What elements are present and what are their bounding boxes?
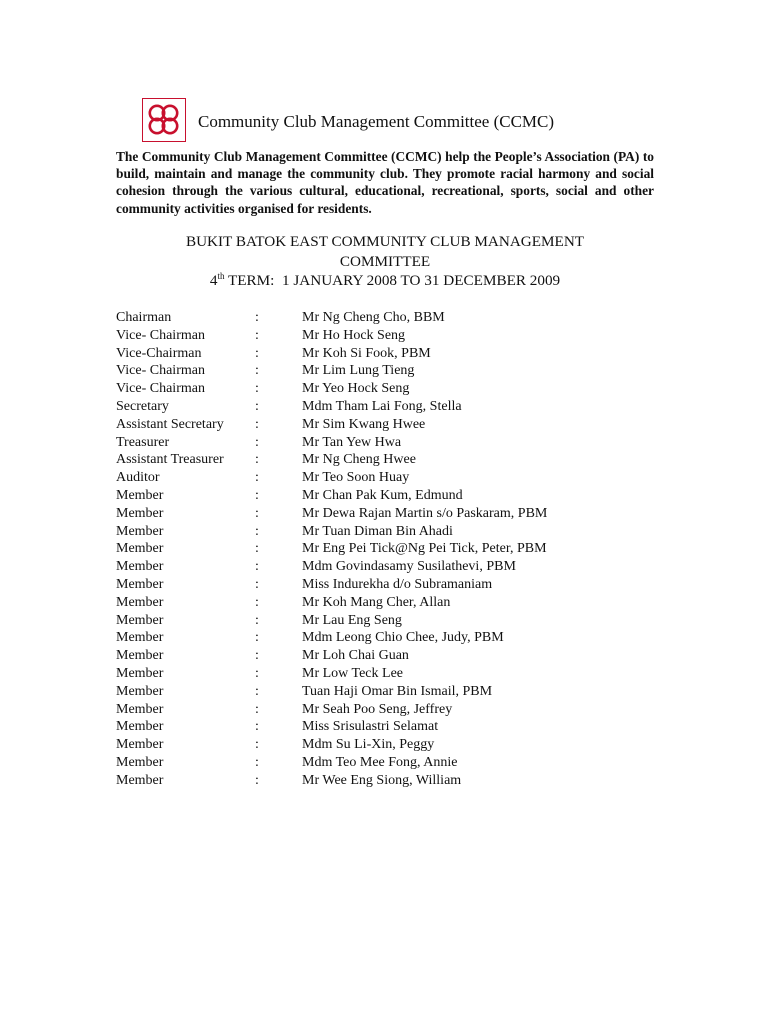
- member-row: [116, 380, 676, 398]
- member-role: Member: [116, 594, 164, 610]
- member-role: Vice- Chairman: [116, 381, 205, 397]
- member-name: Mdm Leong Chio Chee, Judy, PBM: [302, 630, 504, 646]
- member-separator: :: [255, 665, 259, 681]
- member-separator: :: [255, 327, 259, 343]
- member-role: Member: [116, 665, 164, 681]
- member-separator: :: [255, 381, 259, 397]
- member-role: Member: [116, 754, 164, 770]
- member-row: [116, 487, 676, 505]
- member-name: Mr Tuan Diman Bin Ahadi: [302, 523, 453, 539]
- heading-line-1: BUKIT BATOK EAST COMMUNITY CLUB MANAGEMENT: [185, 233, 585, 250]
- member-name: Mr Wee Eng Siong, William: [302, 772, 462, 788]
- term-line: [116, 271, 654, 291]
- member-row: [116, 754, 676, 772]
- member-role: Member: [116, 719, 164, 735]
- member-separator: :: [255, 612, 259, 628]
- member-row: [116, 683, 676, 701]
- member-role: Member: [116, 576, 164, 592]
- member-separator: :: [255, 737, 259, 753]
- member-name: Mr Koh Mang Cher, Allan: [302, 594, 451, 610]
- member-separator: :: [255, 434, 259, 450]
- member-row: [116, 362, 676, 380]
- member-role: Auditor: [116, 470, 160, 486]
- member-separator: :: [255, 630, 259, 646]
- member-separator: :: [255, 648, 259, 664]
- member-role: Member: [116, 541, 164, 557]
- member-row: [116, 665, 676, 683]
- member-row: [116, 718, 676, 736]
- member-separator: :: [255, 310, 259, 325]
- member-separator: :: [255, 719, 259, 735]
- member-name: Mr Teo Soon Huay: [302, 470, 410, 486]
- member-name: Mr Dewa Rajan Martin s/o Paskaram, PBM: [302, 505, 548, 521]
- member-name: Miss Srisulastri Selamat: [302, 719, 439, 735]
- member-row: [116, 558, 676, 576]
- member-separator: :: [255, 594, 259, 610]
- org-title: Community Club Management Committee (CCMC): [198, 112, 555, 131]
- member-row: [116, 647, 676, 665]
- member-role: Member: [116, 523, 164, 539]
- member-row: [116, 629, 676, 647]
- member-name: Mdm Su Li-Xin, Peggy: [302, 737, 435, 753]
- member-name: Mr Tan Yew Hwa: [302, 434, 402, 450]
- member-name: Miss Indurekha d/o Subramaniam: [302, 576, 493, 592]
- member-separator: :: [255, 772, 259, 788]
- member-role: Member: [116, 648, 164, 664]
- member-name: Mr Ng Cheng Hwee: [302, 452, 416, 468]
- member-row: [116, 469, 676, 487]
- member-separator: :: [255, 576, 259, 592]
- member-name: Mr Ho Hock Seng: [302, 327, 406, 343]
- member-role: Assistant Secretary: [116, 416, 224, 432]
- member-row: [116, 505, 676, 523]
- member-name: Mr Yeo Hock Seng: [302, 381, 410, 397]
- member-row: [116, 434, 676, 452]
- member-row: [116, 345, 676, 363]
- member-role: Treasurer: [116, 434, 170, 450]
- member-row: [116, 309, 676, 327]
- member-row: [116, 736, 676, 754]
- member-role: Member: [116, 612, 164, 628]
- term-dates: TERM: 1 JANUARY 2008 TO 31 DECEMBER 2009: [224, 272, 561, 289]
- member-separator: :: [255, 416, 259, 432]
- member-role: Chairman: [116, 310, 172, 325]
- member-name: Mr Chan Pak Kum, Edmund: [302, 487, 463, 503]
- member-row: [116, 327, 676, 345]
- heading-line-2: COMMITTEE: [339, 252, 431, 270]
- term-suffix: th: [217, 270, 225, 281]
- member-name: Mdm Tham Lai Fong, Stella: [302, 398, 462, 414]
- member-name: Mr Eng Pei Tick@Ng Pei Tick, Peter, PBM: [302, 541, 547, 557]
- member-role: Member: [116, 487, 164, 503]
- member-name: Mdm Teo Mee Fong, Annie: [302, 754, 458, 770]
- member-row: [116, 612, 676, 630]
- member-name: Tuan Haji Omar Bin Ismail, PBM: [302, 683, 493, 699]
- member-separator: :: [255, 559, 259, 575]
- member-name: Mr Sim Kwang Hwee: [302, 416, 426, 432]
- member-separator: :: [255, 452, 259, 468]
- member-role: Vice- Chairman: [116, 363, 205, 379]
- member-separator: :: [255, 701, 259, 717]
- member-role: Secretary: [116, 398, 169, 414]
- member-role: Member: [116, 505, 164, 521]
- intro-paragraph: The Community Club Management Committee (CCMC) help the People’s Association (PA) to build, maintain and manage the community club. They promote racial harmony and social cohesion through the various cultural, educational, recreational, sports, social and other community activities organised for residents.: [116, 149, 654, 216]
- member-name: Mdm Govindasamy Susilathevi, PBM: [302, 559, 516, 575]
- member-name: Mr Lau Eng Seng: [302, 612, 402, 628]
- member-row: [116, 701, 676, 719]
- member-separator: :: [255, 398, 259, 414]
- member-separator: :: [255, 363, 259, 379]
- member-row: [116, 451, 676, 469]
- member-role: Member: [116, 737, 164, 753]
- member-name: Mr Seah Poo Seng, Jeffrey: [302, 701, 453, 717]
- member-row: [116, 576, 676, 594]
- member-separator: :: [255, 754, 259, 770]
- member-row: [116, 540, 676, 558]
- member-name: Mr Low Teck Lee: [302, 665, 404, 681]
- member-name: Mr Ng Cheng Cho, BBM: [302, 310, 445, 325]
- member-role: Member: [116, 683, 164, 699]
- committee-heading: [116, 232, 654, 291]
- member-row: [116, 772, 676, 790]
- member-row: [116, 523, 676, 541]
- member-name: Mr Koh Si Fook, PBM: [302, 345, 431, 361]
- member-row: [116, 594, 676, 612]
- member-separator: :: [255, 505, 259, 521]
- member-separator: :: [255, 541, 259, 557]
- member-role: Member: [116, 701, 164, 717]
- member-role: Member: [116, 772, 164, 788]
- member-row: [116, 398, 676, 416]
- member-row: [116, 416, 676, 434]
- member-role: Vice- Chairman: [116, 327, 205, 343]
- term-number: 4: [209, 272, 218, 289]
- member-role: Vice-Chairman: [116, 345, 202, 361]
- peoples-association-logo-icon: [142, 98, 186, 142]
- member-separator: :: [255, 683, 259, 699]
- member-separator: :: [255, 470, 259, 486]
- member-name: Mr Loh Chai Guan: [302, 648, 409, 664]
- member-role: Member: [116, 630, 164, 646]
- member-role: Member: [116, 559, 164, 575]
- member-role: Assistant Treasurer: [116, 452, 224, 468]
- member-name: Mr Lim Lung Tieng: [302, 363, 415, 379]
- member-separator: :: [255, 523, 259, 539]
- member-separator: :: [255, 487, 259, 503]
- members-list: [116, 309, 676, 790]
- member-separator: :: [255, 345, 259, 361]
